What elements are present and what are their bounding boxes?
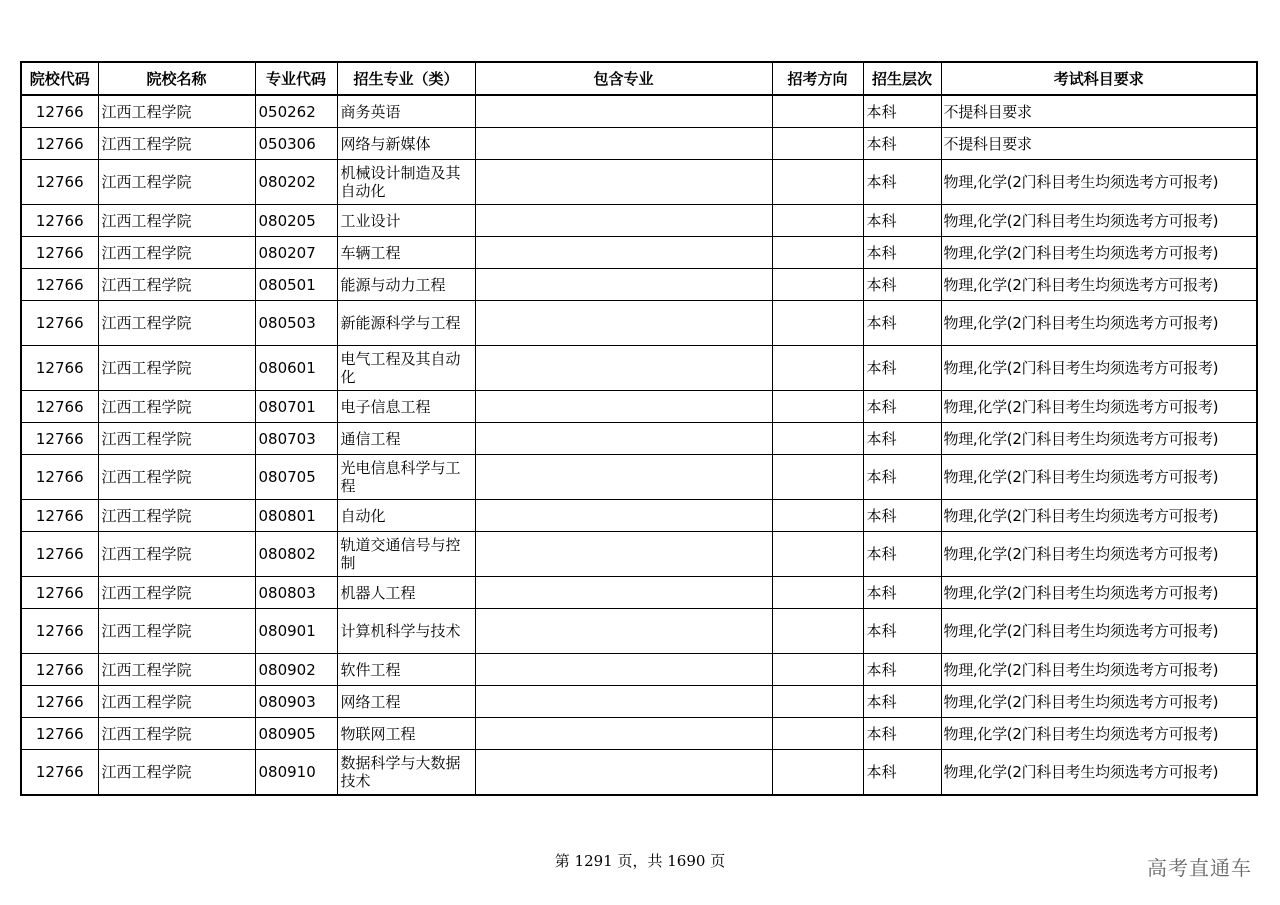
level-cell: 本科 <box>863 577 941 609</box>
direction-cell <box>772 500 863 532</box>
included-majors-cell <box>475 391 772 423</box>
table-row <box>21 423 1257 455</box>
included-majors-cell <box>475 95 772 128</box>
school-code-cell: 12766 <box>21 301 98 346</box>
major-code-cell: 080703 <box>255 423 337 455</box>
major-cell: 工业设计 <box>337 205 475 237</box>
major-cell: 自动化 <box>337 500 475 532</box>
school-name-cell: 江西工程学院 <box>98 301 255 346</box>
table-row <box>21 128 1257 160</box>
table-row <box>21 95 1257 128</box>
school-name-cell: 江西工程学院 <box>98 391 255 423</box>
major-code-cell: 080802 <box>255 532 337 577</box>
level-cell: 本科 <box>863 160 941 205</box>
included-majors-cell <box>475 686 772 718</box>
major-cell: 网络与新媒体 <box>337 128 475 160</box>
table-row <box>21 750 1257 796</box>
table-row <box>21 455 1257 500</box>
level-cell: 本科 <box>863 205 941 237</box>
major-cell: 计算机科学与技术 <box>337 609 475 654</box>
major-cell: 物联网工程 <box>337 718 475 750</box>
school-name-cell: 江西工程学院 <box>98 269 255 301</box>
header-school-code: 院校代码 <box>21 62 98 95</box>
direction-cell <box>772 718 863 750</box>
school-name-cell: 江西工程学院 <box>98 609 255 654</box>
level-cell: 本科 <box>863 237 941 269</box>
school-name-cell: 江西工程学院 <box>98 654 255 686</box>
school-name-cell: 江西工程学院 <box>98 500 255 532</box>
direction-cell <box>772 577 863 609</box>
level-cell: 本科 <box>863 269 941 301</box>
subject-requirement-cell: 物理,化学(2门科目考生均须选考方可报考) <box>941 205 1257 237</box>
school-code-cell: 12766 <box>21 686 98 718</box>
direction-cell <box>772 346 863 391</box>
level-cell: 本科 <box>863 423 941 455</box>
included-majors-cell <box>475 455 772 500</box>
level-cell: 本科 <box>863 500 941 532</box>
table-row <box>21 654 1257 686</box>
subject-requirement-cell: 物理,化学(2门科目考生均须选考方可报考) <box>941 686 1257 718</box>
direction-cell <box>772 391 863 423</box>
major-cell: 软件工程 <box>337 654 475 686</box>
level-cell: 本科 <box>863 391 941 423</box>
school-name-cell: 江西工程学院 <box>98 750 255 796</box>
school-code-cell: 12766 <box>21 577 98 609</box>
direction-cell <box>772 160 863 205</box>
table-row <box>21 237 1257 269</box>
school-code-cell: 12766 <box>21 269 98 301</box>
included-majors-cell <box>475 577 772 609</box>
included-majors-cell <box>475 237 772 269</box>
school-name-cell: 江西工程学院 <box>98 128 255 160</box>
included-majors-cell <box>475 205 772 237</box>
subject-requirement-cell: 物理,化学(2门科目考生均须选考方可报考) <box>941 269 1257 301</box>
level-cell: 本科 <box>863 750 941 796</box>
subject-requirement-cell: 物理,化学(2门科目考生均须选考方可报考) <box>941 455 1257 500</box>
major-cell: 新能源科学与工程 <box>337 301 475 346</box>
school-code-cell: 12766 <box>21 205 98 237</box>
school-code-cell: 12766 <box>21 128 98 160</box>
included-majors-cell <box>475 269 772 301</box>
school-code-cell: 12766 <box>21 391 98 423</box>
direction-cell <box>772 686 863 718</box>
school-name-cell: 江西工程学院 <box>98 237 255 269</box>
school-code-cell: 12766 <box>21 95 98 128</box>
included-majors-cell <box>475 609 772 654</box>
direction-cell <box>772 237 863 269</box>
table-row <box>21 686 1257 718</box>
included-majors-cell <box>475 301 772 346</box>
level-cell: 本科 <box>863 128 941 160</box>
header-subject-requirement: 考试科目要求 <box>941 62 1257 95</box>
major-code-cell: 080801 <box>255 500 337 532</box>
included-majors-cell <box>475 500 772 532</box>
school-code-cell: 12766 <box>21 423 98 455</box>
major-code-cell: 080905 <box>255 718 337 750</box>
subject-requirement-cell: 物理,化学(2门科目考生均须选考方可报考) <box>941 423 1257 455</box>
major-cell: 机器人工程 <box>337 577 475 609</box>
major-code-cell: 080202 <box>255 160 337 205</box>
school-name-cell: 江西工程学院 <box>98 205 255 237</box>
major-code-cell: 050262 <box>255 95 337 128</box>
table-row <box>21 301 1257 346</box>
table-row <box>21 577 1257 609</box>
included-majors-cell <box>475 718 772 750</box>
direction-cell <box>772 609 863 654</box>
subject-requirement-cell: 物理,化学(2门科目考生均须选考方可报考) <box>941 160 1257 205</box>
included-majors-cell <box>475 160 772 205</box>
school-name-cell: 江西工程学院 <box>98 718 255 750</box>
major-code-cell: 080902 <box>255 654 337 686</box>
major-cell: 轨道交通信号与控制 <box>337 532 475 577</box>
included-majors-cell <box>475 423 772 455</box>
school-code-cell: 12766 <box>21 160 98 205</box>
direction-cell <box>772 455 863 500</box>
subject-requirement-cell: 物理,化学(2门科目考生均须选考方可报考) <box>941 301 1257 346</box>
table-row <box>21 609 1257 654</box>
school-name-cell: 江西工程学院 <box>98 95 255 128</box>
subject-requirement-cell: 物理,化学(2门科目考生均须选考方可报考) <box>941 237 1257 269</box>
school-code-cell: 12766 <box>21 654 98 686</box>
subject-requirement-cell: 物理,化学(2门科目考生均须选考方可报考) <box>941 391 1257 423</box>
major-code-cell: 080205 <box>255 205 337 237</box>
watermark: 高考直通车 <box>1147 856 1252 880</box>
table-row <box>21 391 1257 423</box>
table-row <box>21 160 1257 205</box>
level-cell: 本科 <box>863 718 941 750</box>
major-cell: 数据科学与大数据技术 <box>337 750 475 796</box>
school-name-cell: 江西工程学院 <box>98 346 255 391</box>
major-cell: 电子信息工程 <box>337 391 475 423</box>
major-code-cell: 080501 <box>255 269 337 301</box>
level-cell: 本科 <box>863 654 941 686</box>
subject-requirement-cell: 不提科目要求 <box>941 95 1257 128</box>
header-major-code: 专业代码 <box>255 62 337 95</box>
direction-cell <box>772 301 863 346</box>
direction-cell <box>772 423 863 455</box>
level-cell: 本科 <box>863 686 941 718</box>
level-cell: 本科 <box>863 301 941 346</box>
major-code-cell: 080701 <box>255 391 337 423</box>
table-row <box>21 346 1257 391</box>
direction-cell <box>772 654 863 686</box>
subject-requirement-cell: 物理,化学(2门科目考生均须选考方可报考) <box>941 718 1257 750</box>
subject-requirement-cell: 物理,化学(2门科目考生均须选考方可报考) <box>941 500 1257 532</box>
school-name-cell: 江西工程学院 <box>98 455 255 500</box>
subject-requirement-cell: 物理,化学(2门科目考生均须选考方可报考) <box>941 532 1257 577</box>
major-code-cell: 080901 <box>255 609 337 654</box>
header-direction: 招考方向 <box>772 62 863 95</box>
school-code-cell: 12766 <box>21 609 98 654</box>
major-code-cell: 080601 <box>255 346 337 391</box>
subject-requirement-cell: 物理,化学(2门科目考生均须选考方可报考) <box>941 577 1257 609</box>
major-cell: 能源与动力工程 <box>337 269 475 301</box>
school-name-cell: 江西工程学院 <box>98 577 255 609</box>
level-cell: 本科 <box>863 346 941 391</box>
major-cell: 光电信息科学与工程 <box>337 455 475 500</box>
major-code-cell: 080207 <box>255 237 337 269</box>
subject-requirement-cell: 物理,化学(2门科目考生均须选考方可报考) <box>941 654 1257 686</box>
major-cell: 商务英语 <box>337 95 475 128</box>
direction-cell <box>772 269 863 301</box>
admissions-table <box>20 61 1258 796</box>
major-cell: 机械设计制造及其自动化 <box>337 160 475 205</box>
direction-cell <box>772 205 863 237</box>
level-cell: 本科 <box>863 609 941 654</box>
school-name-cell: 江西工程学院 <box>98 686 255 718</box>
direction-cell <box>772 532 863 577</box>
major-code-cell: 080903 <box>255 686 337 718</box>
subject-requirement-cell: 物理,化学(2门科目考生均须选考方可报考) <box>941 346 1257 391</box>
major-code-cell: 050306 <box>255 128 337 160</box>
school-code-cell: 12766 <box>21 718 98 750</box>
subject-requirement-cell: 不提科目要求 <box>941 128 1257 160</box>
table-row <box>21 532 1257 577</box>
major-code-cell: 080705 <box>255 455 337 500</box>
header-school-name: 院校名称 <box>98 62 255 95</box>
header-included-majors: 包含专业 <box>475 62 772 95</box>
school-code-cell: 12766 <box>21 500 98 532</box>
included-majors-cell <box>475 750 772 796</box>
school-code-cell: 12766 <box>21 532 98 577</box>
subject-requirement-cell: 物理,化学(2门科目考生均须选考方可报考) <box>941 609 1257 654</box>
header-major: 招生专业（类） <box>337 62 475 95</box>
school-name-cell: 江西工程学院 <box>98 423 255 455</box>
level-cell: 本科 <box>863 532 941 577</box>
school-name-cell: 江西工程学院 <box>98 160 255 205</box>
header-level: 招生层次 <box>863 62 941 95</box>
direction-cell <box>772 128 863 160</box>
major-cell: 网络工程 <box>337 686 475 718</box>
level-cell: 本科 <box>863 95 941 128</box>
table-row <box>21 205 1257 237</box>
major-cell: 通信工程 <box>337 423 475 455</box>
major-code-cell: 080503 <box>255 301 337 346</box>
major-code-cell: 080910 <box>255 750 337 796</box>
subject-requirement-cell: 物理,化学(2门科目考生均须选考方可报考) <box>941 750 1257 796</box>
school-code-cell: 12766 <box>21 237 98 269</box>
included-majors-cell <box>475 654 772 686</box>
school-name-cell: 江西工程学院 <box>98 532 255 577</box>
major-code-cell: 080803 <box>255 577 337 609</box>
major-cell: 电气工程及其自动化 <box>337 346 475 391</box>
page-number: 第 1291 页，共 1690 页 <box>554 852 726 870</box>
school-code-cell: 12766 <box>21 455 98 500</box>
direction-cell <box>772 95 863 128</box>
included-majors-cell <box>475 128 772 160</box>
direction-cell <box>772 750 863 796</box>
table-row <box>21 269 1257 301</box>
included-majors-cell <box>475 532 772 577</box>
included-majors-cell <box>475 346 772 391</box>
major-cell: 车辆工程 <box>337 237 475 269</box>
table-row <box>21 718 1257 750</box>
school-code-cell: 12766 <box>21 750 98 796</box>
school-code-cell: 12766 <box>21 346 98 391</box>
level-cell: 本科 <box>863 455 941 500</box>
table-row <box>21 500 1257 532</box>
table-header-row <box>21 62 1257 95</box>
